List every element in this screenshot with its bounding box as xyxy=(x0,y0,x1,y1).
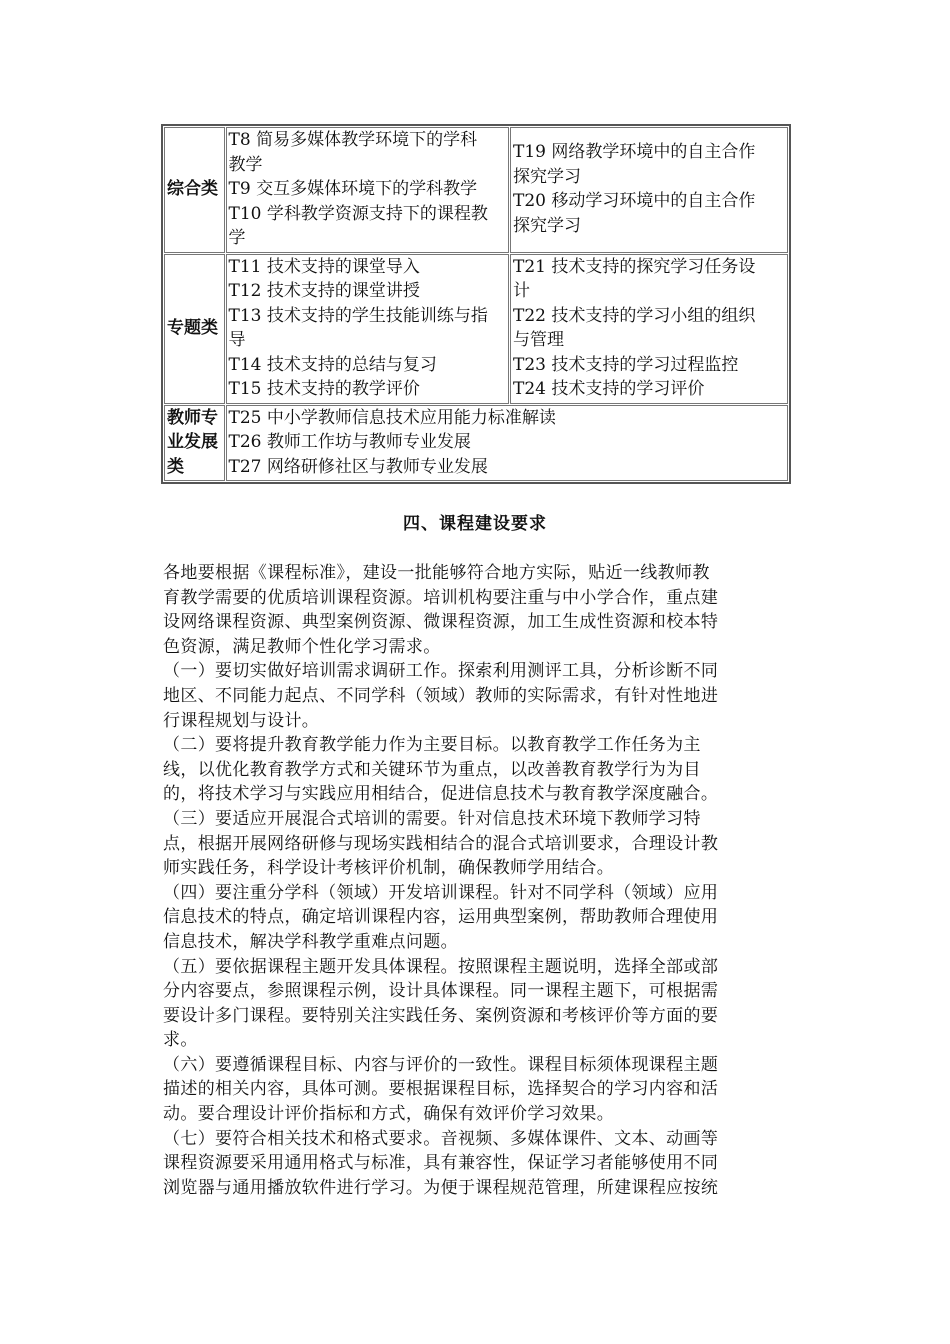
topic-line: T10 学科教学资源支持下的课程教 xyxy=(228,203,488,224)
topic-line: 学 xyxy=(228,228,246,248)
paragraph-intro xyxy=(163,561,803,659)
text-line: 点，根据开展网络研修与现场实践相结合的混合式培训要求，合理设计教 xyxy=(163,833,719,854)
topic-line: T19 网络教学环境中的自主合作 xyxy=(513,142,756,163)
text-line: （七）要符合相关技术和格式要求。音视频、多媒体课件、文本、动画等 xyxy=(163,1128,719,1149)
text-line: 要设计多门课程。要特别关注实践任务、案例资源和考核评价等方面的要 xyxy=(163,1005,719,1026)
section-title: 四、课程建设要求 xyxy=(403,514,547,534)
paragraph-2 xyxy=(163,733,803,807)
topics-cell-left xyxy=(226,127,510,253)
text-line: 分内容要点，参照课程示例，设计具体课程。同一课程主题下，可根据需 xyxy=(163,981,719,1002)
topic-line: T13 技术支持的学生技能训练与指 xyxy=(228,305,488,326)
topic-line: T12 技术支持的课堂讲授 xyxy=(228,281,420,301)
text-line: 行课程规划与设计。 xyxy=(163,710,320,731)
topics-cell-right xyxy=(510,254,788,404)
paragraph-6 xyxy=(163,1053,803,1127)
table-row-comprehensive xyxy=(164,127,788,253)
topic-line: 探究学习 xyxy=(513,166,582,187)
paragraph-3 xyxy=(163,807,803,881)
topic-line: T24 技术支持的学习评价 xyxy=(513,379,705,399)
topic-line: 导 xyxy=(228,330,246,350)
text-line: （三）要适应开展混合式培训的需要。针对信息技术环境下教师学习特 xyxy=(163,808,701,829)
text-line: 信息技术，解决学科教学重难点问题。 xyxy=(163,931,458,952)
category-line: 类 xyxy=(167,456,184,477)
table-row-special-topics xyxy=(164,254,788,404)
topic-line: 探究学习 xyxy=(513,215,582,236)
text-line: 设网络课程资源、典型案例资源、微课程资源，加工生成性资源和校本特 xyxy=(163,612,719,633)
topic-line: T21 技术支持的探究学习任务设 xyxy=(513,256,756,277)
topic-line: T27 网络研修社区与教师专业发展 xyxy=(228,456,488,477)
paragraph-7 xyxy=(163,1127,803,1201)
topic-line: T20 移动学习环境中的自主合作 xyxy=(513,191,756,212)
category-cell: 综合类 xyxy=(164,127,225,253)
paragraph-5 xyxy=(163,955,803,1053)
text-line: 地区、不同能力起点、不同学科（领域）教师的实际需求，有针对性地进 xyxy=(163,685,719,706)
topic-line: 计 xyxy=(513,281,531,301)
text-line: 浏览器与通用播放软件进行学习。为便于课程规范管理，所建课程应按统 xyxy=(163,1177,719,1198)
text-line: 动。要合理设计评价指标和方式，确保有效评价学习效果。 xyxy=(163,1104,615,1125)
text-line: 描述的相关内容，具体可测。要根据课程目标，选择契合的学习内容和活 xyxy=(163,1079,719,1100)
text-line: 各地要根据《课程标准》，建设一批能够符合地方实际，贴近一线教师教 xyxy=(163,563,710,583)
text-line: （一）要切实做好培训需求调研工作。探索利用测评工具，分析诊断不同 xyxy=(163,661,719,682)
text-line: （六）要遵循课程目标、内容与评价的一致性。课程目标须体现课程主题 xyxy=(163,1054,719,1075)
text-line: 的，将技术学习与实践应用相结合，促进信息技术与教育教学深度融合。 xyxy=(163,784,719,805)
topic-line: 与管理 xyxy=(513,330,565,350)
topic-line: T8 简易多媒体教学环境下的学科 xyxy=(228,130,478,150)
text-line: 师实践任务，科学设计考核评价机制，确保教师学用结合。 xyxy=(163,858,615,879)
text-line: 课程资源要采用通用格式与标准，具有兼容性，保证学习者能够使用不同 xyxy=(163,1153,719,1174)
course-topic-table xyxy=(161,124,791,484)
category-cell: 专题类 xyxy=(164,254,225,404)
text-line: 色资源，满足教师个性化学习需求。 xyxy=(163,636,441,657)
topics-cell-left xyxy=(226,254,510,404)
table-row-professional-development xyxy=(164,405,788,482)
topic-line: T11 技术支持的课堂导入 xyxy=(228,256,420,277)
topic-line: T14 技术支持的总结与复习 xyxy=(228,354,437,375)
category-cell xyxy=(164,405,225,482)
text-line: 求。 xyxy=(163,1030,198,1051)
category-line: 教师专 xyxy=(167,407,218,428)
topics-cell-merged xyxy=(226,405,788,482)
topic-line: T9 交互多媒体环境下的学科教学 xyxy=(228,179,478,199)
topic-line: T26 教师工作坊与教师专业发展 xyxy=(228,432,471,452)
topic-line: T22 技术支持的学习小组的组织 xyxy=(513,305,756,326)
paragraph-1 xyxy=(163,659,803,733)
topic-line: T23 技术支持的学习过程监控 xyxy=(513,354,739,375)
topic-line: 教学 xyxy=(228,154,263,175)
text-line: 线，以优化教育教学方式和关键环节为重点，以改善教育教学行为为目 xyxy=(163,759,701,780)
text-line: 信息技术的特点，确定培训课程内容，运用典型案例，帮助教师合理使用 xyxy=(163,907,719,928)
category-line: 业发展 xyxy=(167,432,218,452)
topics-cell-right xyxy=(510,127,788,253)
text-line: （二）要将提升教育教学能力作为主要目标。以教育教学工作任务为主 xyxy=(163,735,701,756)
text-line: 育教学需要的优质培训课程资源。培训机构要注重与中小学合作，重点建 xyxy=(163,587,719,608)
topic-line: T15 技术支持的教学评价 xyxy=(228,379,420,399)
text-line: （四）要注重分学科（领域）开发培训课程。针对不同学科（领域）应用 xyxy=(163,882,719,903)
body-text xyxy=(163,561,803,1200)
text-line: （五）要依据课程主题开发具体课程。按照课程主题说明，选择全部或部 xyxy=(163,956,719,977)
topic-line: T25 中小学教师信息技术应用能力标准解读 xyxy=(228,407,556,428)
paragraph-4 xyxy=(163,881,803,955)
